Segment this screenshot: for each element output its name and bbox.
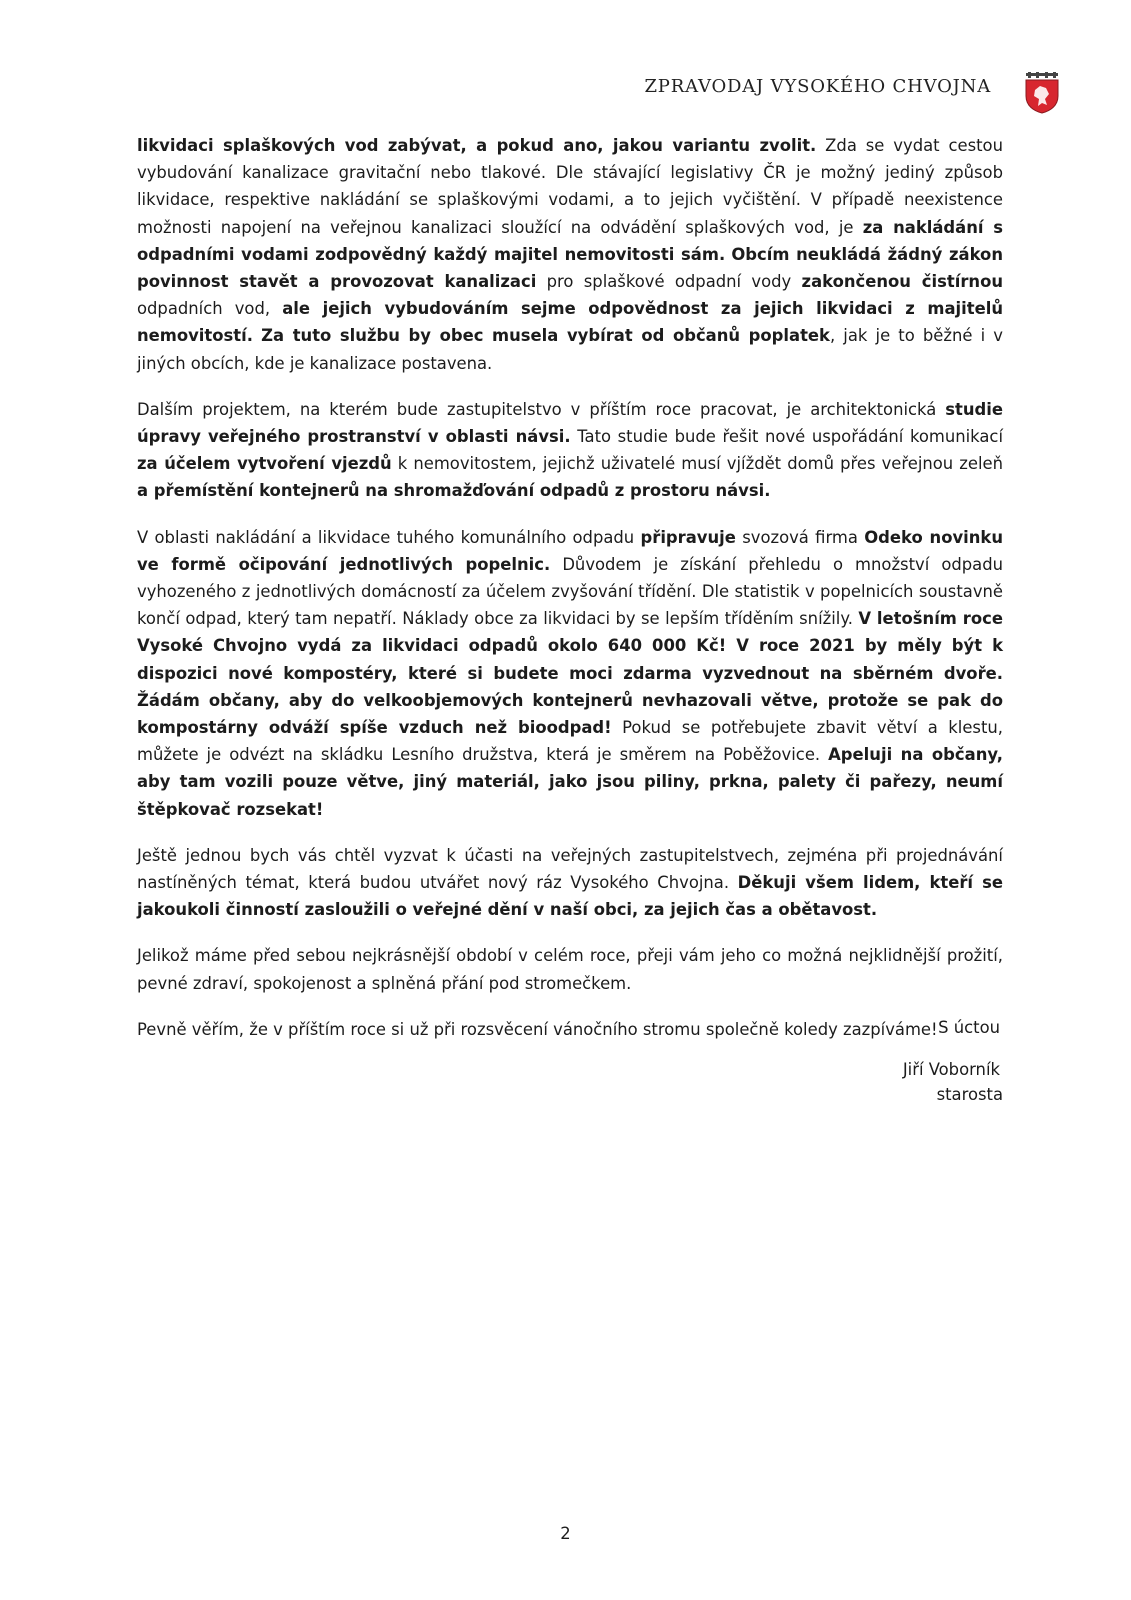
paragraph — [137, 842, 1003, 924]
signature-name: Jiří Voborník — [902, 1060, 1000, 1079]
text-run: k nemovitostem, jejichž uživatelé musí vjíždět domů přes veřejnou zeleň — [391, 454, 1004, 474]
text-run: Ještě jednou bych vás chtěl vyzvat k účasti na veřejných zastupitelstvech, zejména při projednávání nastíněných témat, která budou utvářet nový ráz Vysokého Chvojna. — [137, 845, 1003, 893]
text-run — [253, 326, 261, 345]
text-run: Pokud se potřebujete zbavit větví a klestu, můžete je odvézt na skládku Lesního družstva, která je směrem na Poběžovice. — [137, 718, 1003, 765]
text-run: , jak je to běžné i v jiných obcích, kde je kanalizace postavena. — [137, 326, 1003, 373]
signature-greeting: S úctou — [938, 1018, 1000, 1037]
municipal-crest-icon — [1023, 72, 1061, 114]
text-run: Dalším projektem, na kterém bude zastupitelstvo v příštím roce pracovat, je architektonická — [137, 399, 946, 419]
text-run: V oblasti nakládání a likvidace tuhého komunálního odpadu — [137, 527, 641, 547]
text-run: Tato studie bude řešit nové uspořádání komunikací — [570, 427, 1003, 447]
signature-role: starosta — [936, 1085, 1003, 1104]
bold-text-run: připravuje — [640, 527, 736, 547]
paragraph — [137, 396, 1003, 505]
bold-text-run: likvidaci splaškových vod zabývat, a pokud ano, jakou variantu zvolit. — [137, 136, 817, 155]
bold-text-run: studie úpravy veřejného prostranství v oblasti návsi. — [137, 399, 1003, 447]
text-run: Pevně věřím, že v příštím roce si už při rozsvěcení vánočního stromu společně koledy zazpíváme! — [137, 1019, 938, 1039]
article-body — [137, 132, 1003, 1043]
page-number: 2 — [560, 1524, 571, 1543]
bold-text-run: za účelem vytvoření vjezdů — [137, 454, 392, 474]
bold-text-run: Apeluji na občany, aby tam vozili pouze větve, jiný materiál, jako jsou piliny, prkna, palety či pařezy, neumí štěpkovač rozsekat! — [137, 745, 1003, 819]
bold-text-run: ale jejich vybudováním sejme odpovědnost za jejich likvidaci z majitelů nemovitostí. — [137, 299, 1004, 346]
text-run: Zda se vydat cestou vybudování kanalizace gravitační nebo tlakové. Dle stávající legislativy ČR je možný jediný způsob likvidace, respektive nakládání se splaškovými vodami, a to jejich vyčištění. V případě neexistence možnosti napojení na veřejnou kanalizaci sloužící na odvádění splaškových vod, je — [137, 136, 1003, 237]
bold-text-run: Obcím neukládá žádný zákon povinnost stavět a provozovat kanalizaci — [137, 244, 1003, 292]
paragraph — [137, 942, 1003, 996]
text-run: pro splaškové odpadní vody — [536, 272, 802, 292]
text-run: odpadních vod, — [137, 299, 283, 319]
bold-text-run: V letošním roce Vysoké Chvojno vydá za likvidaci odpadů okolo 640 000 Kč! V roce 2021 by měly být k dispozici nové kompostéry, které si budete moci zdarma vyzvednout na sběrném dvoře. Žádám občany, aby do velkoobjemových kontejnerů nevhazovali větve, protože se pak do kompostárny odváží spíše vzduch než bioodpad! — [137, 609, 1003, 738]
bold-text-run: a přemístění kontejnerů na shromažďování odpadů z prostoru návsi. — [137, 481, 771, 501]
text-run: Důvodem je získání přehledu o množství odpadu vyhozeného z jednotlivých domácností za účelem zvyšování třídění. Dle statistik v popelnicích soustavně končí odpad, který tam nepatří. Náklady obce za likvidaci by se lepším tříděním snížily. — [137, 554, 1004, 629]
header-title: ZPRAVODAJ VYSOKÉHO CHVOJNA — [644, 76, 991, 97]
paragraph — [137, 524, 1003, 823]
bold-text-run: Za tuto službu by obec musela vybírat od občanů poplatek — [261, 326, 830, 346]
text-run: svozová firma — [735, 527, 865, 547]
bold-text-run: za nakládání s odpadními vodami zodpovědný každý majitel nemovitosti sám. — [137, 217, 1003, 264]
bold-text-run: Odeko novinku ve formě očipování jednotlivých popelnic. — [137, 527, 1003, 574]
bold-text-run: Děkuji všem lidem, kteří se jakoukoli činností zasloužili o veřejné dění v naší obci, za jejich čas a obětavost. — [137, 873, 1003, 920]
paragraph — [137, 1016, 1003, 1043]
text-run: Jelikož máme před sebou nejkrásnější období v celém roce, přeji vám jeho co možná nejklidnější prožití, pevné zdraví, spokojenost a splněná přání pod stromečkem. — [137, 946, 1003, 993]
paragraph — [137, 132, 1003, 377]
bold-text-run: zakončenou čistírnou — [801, 272, 1003, 292]
